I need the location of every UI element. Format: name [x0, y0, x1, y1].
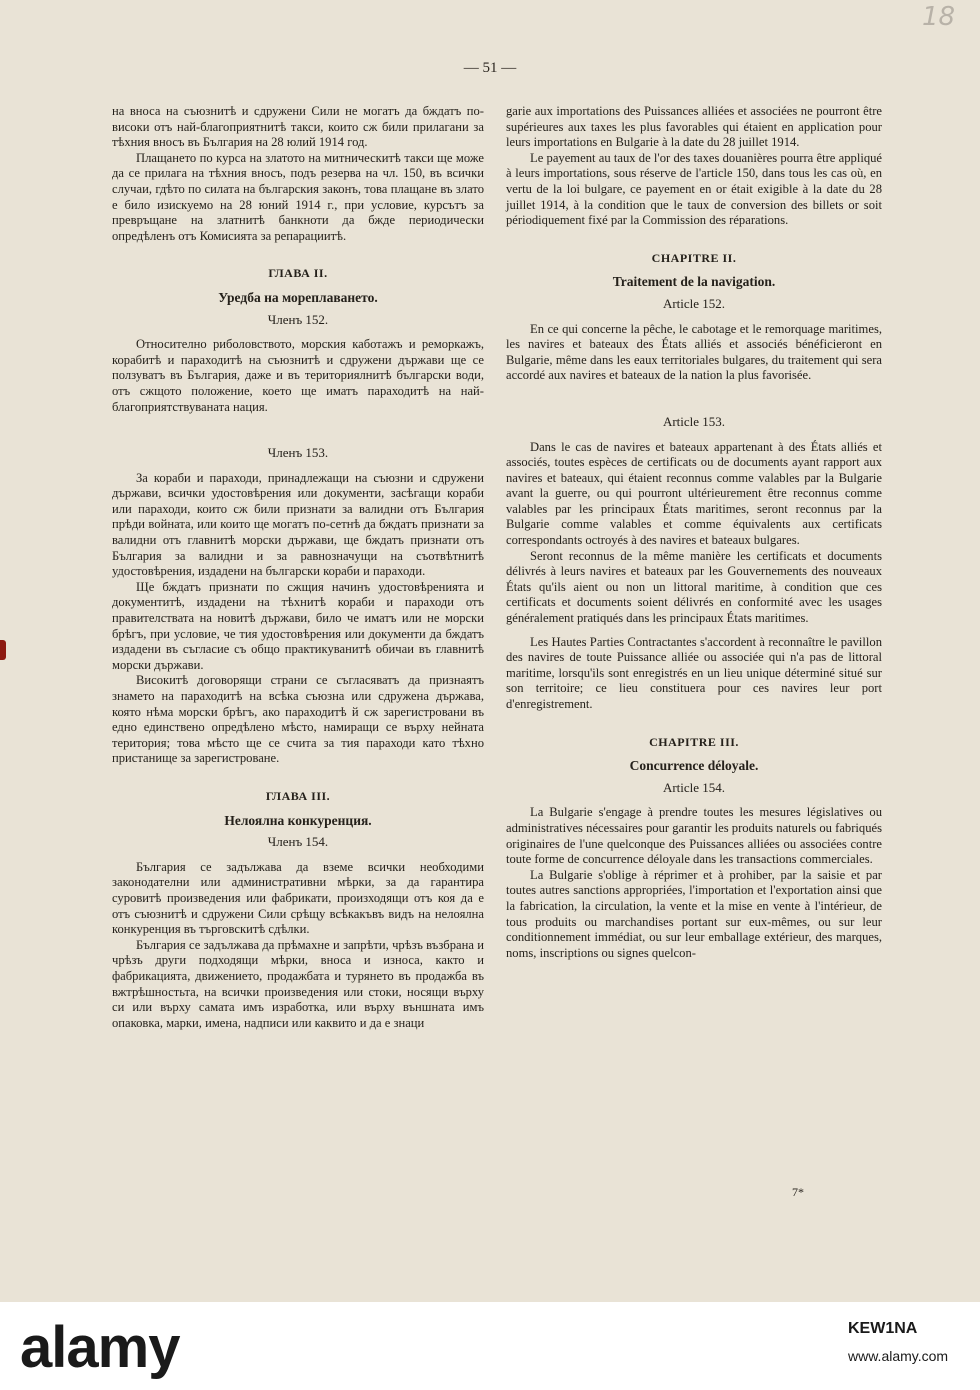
image-code: KEW1NA [848, 1320, 918, 1337]
article-heading: Членъ 153. [267, 445, 329, 461]
article-heading: Членъ 154. [267, 834, 329, 850]
article-heading: Article 152. [662, 295, 726, 311]
bulgarian-column [112, 104, 484, 1031]
chapter-heading: CHAPITRE II. [651, 250, 737, 265]
site-url: www.alamy.com [848, 1348, 949, 1364]
chapter-title: Traitement de la navigation. [612, 274, 776, 290]
paragraph: на вноса на съюзнитѣ и сдружени Сили не могатъ да бждатъ по-високи отъ най-благоприятнитѣ такси, които сж били прилагани за тѣхния вносъ въ България на 28 юлий 1914 год. [112, 104, 484, 150]
paragraph: Високитѣ договорящи страни се съгласяватъ да признаятъ знамето на параходитѣ на всѣка съюзна или сдружена държава, която нѣма морски брѣгъ, ако параходитѣ й сж зарегистровани въ едно единствено опредѣлено мѣсто, намиращи се върху нейната територия; това мѣсто ще се счита за тия параходи като тѣхно пристанище за зарегистроване. [112, 673, 484, 766]
chapter-heading: ГЛАВА II. [268, 266, 328, 281]
paragraph: България се задължава да прѣмахне и запрѣти, чрѣзъ възбрана и чрѣзъ други подходящи мѣрки, вноса и износа, както и фабрикацията, движението, продажбата и турянето въ продажба въ вжтрѣшностьта, на всички произведения или стоки, носящи върху си или върху самата имъ изработка, или върху външната имъ опаковка, марки, имена, надписи или каквито и да е знаци [112, 937, 484, 1030]
paragraph: Относително риболовството, морския каботажъ и реморкажъ, корабитѣ и параходитѣ на съюзнитѣ и сдружени държави ще се ползуватъ въ България, даже и въ териториялнитѣ български води, отъ сжщото положение, което ще иматъ параходитѣ на най-благоприятствуваната нация. [112, 337, 484, 414]
binding-mark [0, 640, 6, 660]
chapter-title: Concurrence déloyale. [629, 758, 759, 774]
article-heading: Article 154. [662, 779, 726, 795]
paragraph: Плащането по курса на златото на митническитѣ такси ще може да се прилага на тѣхния вносъ, подъ резерва на чл. 150, въ всички случаи, гдѣто по силата на българския законъ, това плащане въ злато е било изискуемо на 28 юний 1914 г., при условие, курсътъ за превръщане на златнитѣ банкноти да бжде периодически опредѣленъ отъ Комисията за репарациитѣ. [112, 150, 484, 243]
french-column [506, 104, 882, 961]
paragraph: En ce qui concerne la pêche, le cabotage et le remorquage maritimes, les navires et bateaux des États alliés et associés bénéficieront en Bulgarie, même dans les eaux territoriales bulgares, du traitement qui sera accordé aux navires et bateaux de la nation la plus favorisée. [506, 321, 882, 383]
chapter-title: Уредба на мореплаването. [218, 289, 378, 305]
paragraph: Seront reconnus de la même manière les certificats et documents délivrés à leurs navires et bateaux par les Gouvernements des nouveaux États qu'ils aient ou non un littoral maritime, à condition que ces certificats et documents soient délivrés en conformité avec les usages généralement pratiqués dans les principaux États maritimes. [506, 548, 882, 626]
chapter-heading: ГЛАВА III. [265, 788, 331, 803]
paragraph: Dans le cas de navires et bateaux appartenant à des États alliés et associés, toutes espèces de certificats ou de documents ayant rapport aux navires et bateaux, qui étaient reconnus comme valables par la Bulgarie avant la guerre, ou qui pourront ultérieurement être reconnus comme valables par les principaux États maritimes, seront reconnus par la Bulgarie comme valables et comme équivalents aux certificats correspondants octroyés à des navires et bateaux bulgares. [506, 439, 882, 548]
paragraph: La Bulgarie s'engage à prendre toutes les mesures législatives ou administratives nécessaires pour garantir les produits naturels ou fabriqués originaires de l'une quelconque des Puissances alliées ou associées contre toute forme de concurrence déloyale dans les transactions commerciales. [506, 805, 882, 867]
signature-mark: 7* [792, 1185, 804, 1199]
paragraph: Les Hautes Parties Contractantes s'accordent à reconnaître le pavillon des navires de toute Puissance alliée ou associée qui n'a pas de littoral maritime, lorsqu'ils sont enregistrés en un lieu unique déterminé situé sur son territoire; ce lieu constituera pour ces navires leur port d'enregistrement. [506, 634, 882, 711]
paragraph: За кораби и параходи, принадлежащи на съюзни и сдружени държави, всички удостовѣрения или документи, засѣгащи кораби или параходи, които сж били признати за валидни отъ България прѣди войната, или които ще могатъ по-сетнѣ да бждатъ признати за валидни отъ главнитѣ морски държави, ще бждатъ признати отъ България за валидни и за равнозначущи на съотвѣтнитѣ удостовѣрения, издадени на български кораби и параходи. [112, 470, 484, 579]
chapter-heading: CHAPITRE III. [649, 734, 739, 749]
chapter-title: Нелоялна конкуренция. [224, 812, 372, 828]
page-number: — 51 — [463, 60, 517, 76]
alamy-logo: alamy [20, 1315, 180, 1380]
paragraph: Le payement au taux de l'or des taxes douanières pourra être appliqué à leurs importations, sous réserve de l'article 150, dans tous les cas où, en vertu de la loi bulgare, ce payement en or était exigible à la date du 28 juillet 1914, à la condition que le taux de conversion des billets or soit périodiquement fixé par la Commission des réparations. [506, 150, 882, 228]
paragraph: Ще бждатъ признати по сжщия начинъ удостовѣренията и документитѣ, издадени на тѣхнитѣ кораби и параходи отъ правителствата на новитѣ държави, било че иматъ или не морски брѣгъ, при условие, че тия удостовѣрения или документи да бждатъ издадени въ съгласие съ общо практикуванитѣ обичаи въ главнитѣ морски държави. [112, 579, 484, 672]
paragraph: La Bulgarie s'oblige à réprimer et à prohiber, par la saisie et par toutes autres sanctions appropriées, l'importation et l'exportation ainsi que la fabrication, la circulation, la vente et la mise en vente à l'intérieur, de tous produits ou marchandises portant sur eux-mêmes, ou sur leur conditionnement immédiat, ou sur leur emballage extérieur, des marques, noms, inscriptions ou signes quelcon- [506, 867, 882, 960]
article-heading: Article 153. [662, 413, 726, 429]
pencil-annotation: 18 [922, 2, 956, 32]
paragraph: garie aux importations des Puissances alliées et associées ne pourront être supérieures aux taxes les plus favorables qui étaient en application pour leurs importations en Bulgarie à la date du 28 juillet 1914. [506, 104, 882, 150]
watermark-footer [0, 1302, 980, 1390]
article-heading: Членъ 152. [267, 311, 329, 327]
paragraph: България се задължава да вземе всички необходими законодателни или административни мѣрки, за да гарантира суровитѣ произведения или фабрикати, произходящи отъ коя да е отъ съюзнитѣ и сдружени Сили срѣщу всѣкакъвъ видъ на нелоялна конкуренция въ търговскитѣ сдѣлки. [112, 859, 484, 937]
